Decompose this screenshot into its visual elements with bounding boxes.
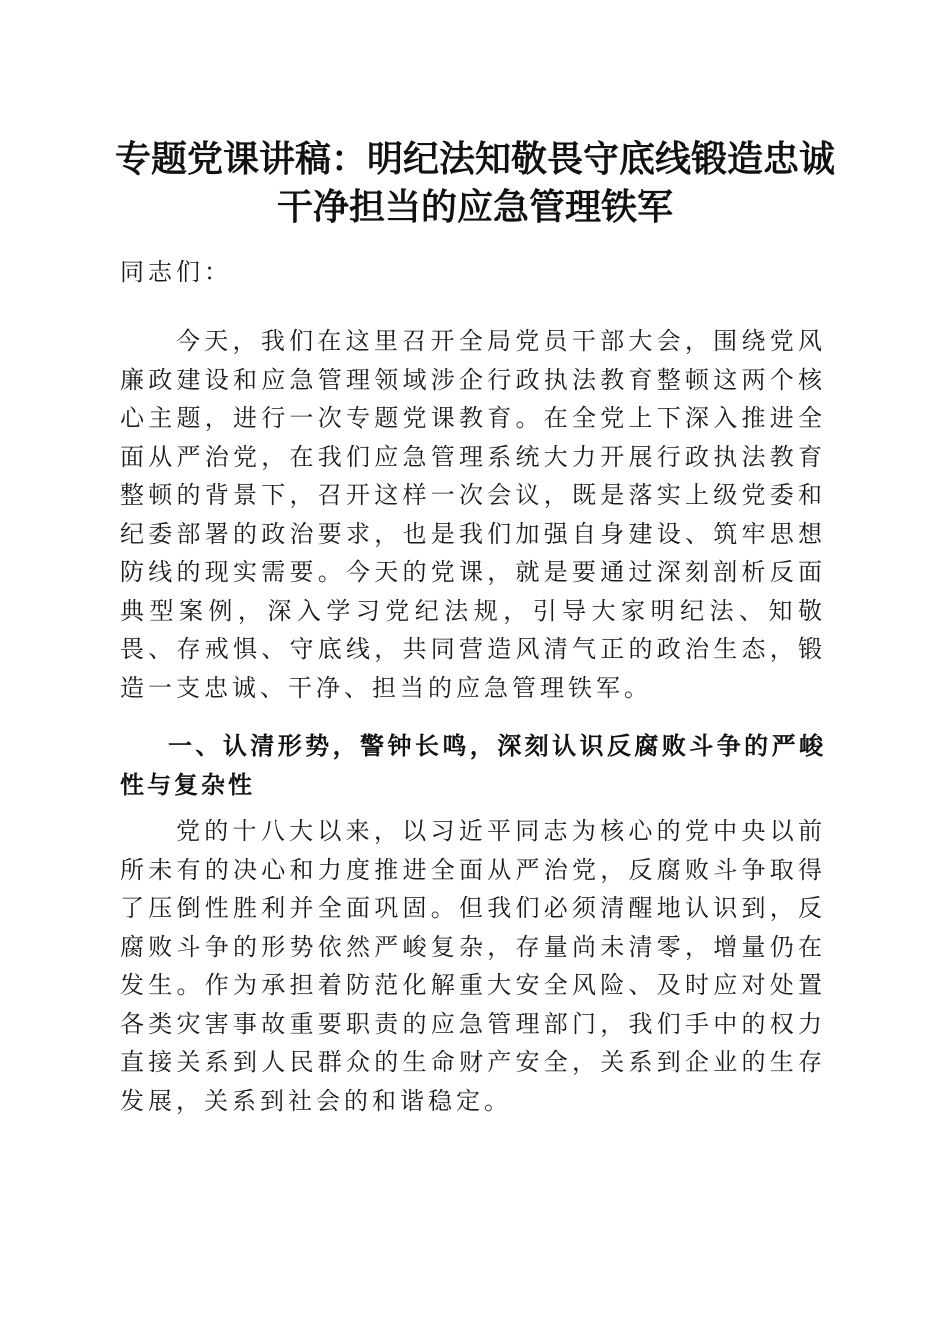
salutation: 同志们： bbox=[120, 258, 232, 286]
document-title: 专题党课讲稿：明纪法知敬畏守底线锻造忠诚干净担当的应急管理铁军 bbox=[114, 138, 835, 228]
paragraph-intro: 今天，我们在这里召开全局党员干部大会，围绕党风廉政建设和应急管理领域涉企行政执法教育整顿这两个核心主题，进行一次专题党课教育。在全党上下深入推进全面从严治党，在我们应急管理系统大力开展行政执法教育整顿的背景下，召开这样一次会议，既是落实上级党委和纪委部署的政治要求，也是我们加强自身建设、筑牢思想防线的现实需要。今天的党课，就是要通过深刻剖析反面典型案例，深入学习党纪法规，引导大家明纪法、知敬畏、存戒惧、守底线，共同营造风清气正的政治生态，锻造一支忠诚、干净、担当的应急管理铁军。 bbox=[120, 327, 826, 702]
paragraph-section-1: 党的十八大以来，以习近平同志为核心的党中央以前所未有的决心和力度推进全面从严治党，反腐败斗争取得了压倒性胜利并全面巩固。但我们必须清醒地认识到，反腐败斗争的形势依然严峻复杂，存量尚未清零，增量仍在发生。作为承担着防范化解重大安全风险、及时应对处置各类灾害事故重要职责的应急管理部门，我们手中的权力直接关系到人民群众的生命财产安全，关系到企业的生存发展，关系到社会的和谐稳定。 bbox=[120, 817, 826, 1115]
section-heading-1: 一、认清形势，警钟长鸣，深刻认识反腐败斗争的严峻性与复杂性 bbox=[120, 732, 826, 799]
